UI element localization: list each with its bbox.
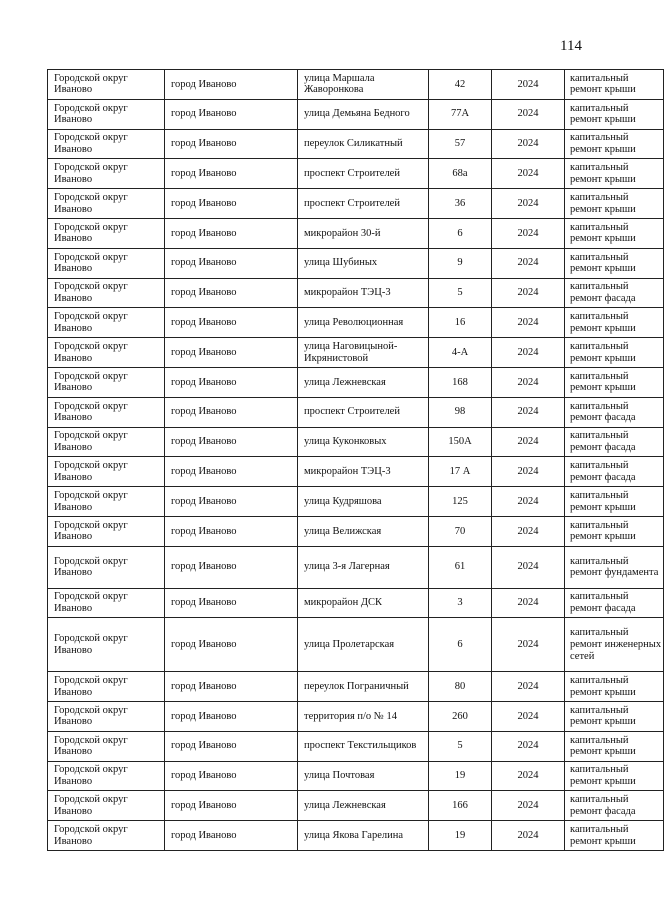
city-cell: город Иваново	[165, 588, 298, 618]
year-cell: 2024	[492, 701, 565, 731]
work-type-cell: капитальный ремонт фасада	[565, 791, 664, 821]
work-type-cell: капитальный ремонт фасада	[565, 397, 664, 427]
year-cell: 2024	[492, 516, 565, 546]
work-type-cell: капитальный ремонт крыши	[565, 248, 664, 278]
street-cell: переулок Силикатный	[298, 129, 429, 159]
street-cell: микрорайон ДСК	[298, 588, 429, 618]
city-cell: город Иваново	[165, 618, 298, 672]
house-cell: 17 А	[429, 457, 492, 487]
street-cell: улица Маршала Жаворонкова	[298, 70, 429, 100]
street-cell: улица Наговицыной-Икрянистовой	[298, 338, 429, 368]
work-type-cell: капитальный ремонт крыши	[565, 672, 664, 702]
table-row	[48, 546, 664, 588]
okrug-cell: Городской округ Иваново	[48, 278, 165, 308]
work-type-cell: капитальный ремонт крыши	[565, 189, 664, 219]
year-cell: 2024	[492, 129, 565, 159]
okrug-cell: Городской округ Иваново	[48, 129, 165, 159]
year-cell: 2024	[492, 338, 565, 368]
okrug-cell: Городской округ Иваново	[48, 427, 165, 457]
year-cell: 2024	[492, 761, 565, 791]
okrug-cell: Городской округ Иваново	[48, 701, 165, 731]
city-cell: город Иваново	[165, 791, 298, 821]
city-cell: город Иваново	[165, 546, 298, 588]
year-cell: 2024	[492, 618, 565, 672]
table-row	[48, 672, 664, 702]
work-type-cell: капитальный ремонт крыши	[565, 821, 664, 851]
work-type-cell: капитальный ремонт крыши	[565, 338, 664, 368]
house-cell: 6	[429, 218, 492, 248]
okrug-cell: Городской округ Иваново	[48, 397, 165, 427]
street-cell: проспект Строителей	[298, 397, 429, 427]
okrug-cell: Городской округ Иваново	[48, 457, 165, 487]
city-cell: город Иваново	[165, 159, 298, 189]
okrug-cell: Городской округ Иваново	[48, 189, 165, 219]
house-cell: 19	[429, 761, 492, 791]
okrug-cell: Городской округ Иваново	[48, 159, 165, 189]
year-cell: 2024	[492, 70, 565, 100]
table-row	[48, 457, 664, 487]
city-cell: город Иваново	[165, 278, 298, 308]
city-cell: город Иваново	[165, 189, 298, 219]
work-type-cell: капитальный ремонт крыши	[565, 99, 664, 129]
table-row	[48, 308, 664, 338]
house-cell: 150А	[429, 427, 492, 457]
house-cell: 260	[429, 701, 492, 731]
okrug-cell: Городской округ Иваново	[48, 821, 165, 851]
year-cell: 2024	[492, 248, 565, 278]
year-cell: 2024	[492, 588, 565, 618]
table-row	[48, 367, 664, 397]
house-cell: 5	[429, 278, 492, 308]
year-cell: 2024	[492, 189, 565, 219]
house-cell: 42	[429, 70, 492, 100]
table-row	[48, 791, 664, 821]
okrug-cell: Городской округ Иваново	[48, 546, 165, 588]
okrug-cell: Городской округ Иваново	[48, 338, 165, 368]
house-cell: 61	[429, 546, 492, 588]
year-cell: 2024	[492, 546, 565, 588]
house-cell: 36	[429, 189, 492, 219]
house-cell: 168	[429, 367, 492, 397]
street-cell: микрорайон 30-й	[298, 218, 429, 248]
house-cell: 77А	[429, 99, 492, 129]
street-cell: микрорайон ТЭЦ-3	[298, 457, 429, 487]
year-cell: 2024	[492, 791, 565, 821]
city-cell: город Иваново	[165, 701, 298, 731]
city-cell: город Иваново	[165, 516, 298, 546]
house-cell: 6	[429, 618, 492, 672]
okrug-cell: Городской округ Иваново	[48, 367, 165, 397]
okrug-cell: Городской округ Иваново	[48, 672, 165, 702]
okrug-cell: Городской округ Иваново	[48, 516, 165, 546]
okrug-cell: Городской округ Иваново	[48, 218, 165, 248]
city-cell: город Иваново	[165, 248, 298, 278]
city-cell: город Иваново	[165, 308, 298, 338]
street-cell: территория п/о № 14	[298, 701, 429, 731]
table-row	[48, 487, 664, 517]
repair-registry-table	[47, 69, 664, 851]
work-type-cell: капитальный ремонт фасада	[565, 427, 664, 457]
work-type-cell: капитальный ремонт крыши	[565, 70, 664, 100]
street-cell: улица Шубиных	[298, 248, 429, 278]
street-cell: улица Революционная	[298, 308, 429, 338]
street-cell: микрорайон ТЭЦ-3	[298, 278, 429, 308]
table-row	[48, 821, 664, 851]
street-cell: проспект Строителей	[298, 159, 429, 189]
table-row	[48, 516, 664, 546]
work-type-cell: капитальный ремонт крыши	[565, 761, 664, 791]
house-cell: 125	[429, 487, 492, 517]
house-cell: 5	[429, 731, 492, 761]
house-cell: 80	[429, 672, 492, 702]
city-cell: город Иваново	[165, 129, 298, 159]
work-type-cell: капитальный ремонт крыши	[565, 487, 664, 517]
table-row	[48, 189, 664, 219]
work-type-cell: капитальный ремонт фасада	[565, 588, 664, 618]
work-type-cell: капитальный ремонт фундамента	[565, 546, 664, 588]
house-cell: 68а	[429, 159, 492, 189]
okrug-cell: Городской округ Иваново	[48, 487, 165, 517]
street-cell: улица Пролетарская	[298, 618, 429, 672]
house-cell: 19	[429, 821, 492, 851]
street-cell: переулок Пограничный	[298, 672, 429, 702]
year-cell: 2024	[492, 821, 565, 851]
page-number: 114	[560, 38, 582, 54]
work-type-cell: капитальный ремонт инженерных сетей	[565, 618, 664, 672]
city-cell: город Иваново	[165, 367, 298, 397]
year-cell: 2024	[492, 278, 565, 308]
year-cell: 2024	[492, 308, 565, 338]
work-type-cell: капитальный ремонт крыши	[565, 308, 664, 338]
work-type-cell: капитальный ремонт крыши	[565, 367, 664, 397]
house-cell: 57	[429, 129, 492, 159]
street-cell: улица 3-я Лагерная	[298, 546, 429, 588]
table-row	[48, 618, 664, 672]
city-cell: город Иваново	[165, 99, 298, 129]
street-cell: улица Почтовая	[298, 761, 429, 791]
work-type-cell: капитальный ремонт крыши	[565, 129, 664, 159]
house-cell: 166	[429, 791, 492, 821]
table-row	[48, 427, 664, 457]
street-cell: улица Демьяна Бедного	[298, 99, 429, 129]
year-cell: 2024	[492, 218, 565, 248]
year-cell: 2024	[492, 457, 565, 487]
table-row	[48, 218, 664, 248]
table-row	[48, 99, 664, 129]
table-row	[48, 338, 664, 368]
okrug-cell: Городской округ Иваново	[48, 618, 165, 672]
year-cell: 2024	[492, 731, 565, 761]
okrug-cell: Городской округ Иваново	[48, 588, 165, 618]
street-cell: улица Лежневская	[298, 791, 429, 821]
year-cell: 2024	[492, 99, 565, 129]
table-row	[48, 248, 664, 278]
table-row	[48, 731, 664, 761]
city-cell: город Иваново	[165, 761, 298, 791]
city-cell: город Иваново	[165, 672, 298, 702]
work-type-cell: капитальный ремонт крыши	[565, 218, 664, 248]
work-type-cell: капитальный ремонт крыши	[565, 516, 664, 546]
year-cell: 2024	[492, 367, 565, 397]
work-type-cell: капитальный ремонт фасада	[565, 278, 664, 308]
street-cell: улица Куконковых	[298, 427, 429, 457]
house-cell: 70	[429, 516, 492, 546]
year-cell: 2024	[492, 487, 565, 517]
okrug-cell: Городской округ Иваново	[48, 70, 165, 100]
house-cell: 16	[429, 308, 492, 338]
city-cell: город Иваново	[165, 338, 298, 368]
okrug-cell: Городской округ Иваново	[48, 731, 165, 761]
table-row	[48, 159, 664, 189]
table-row	[48, 761, 664, 791]
house-cell: 4-А	[429, 338, 492, 368]
city-cell: город Иваново	[165, 397, 298, 427]
okrug-cell: Городской округ Иваново	[48, 761, 165, 791]
year-cell: 2024	[492, 427, 565, 457]
work-type-cell: капитальный ремонт крыши	[565, 159, 664, 189]
work-type-cell: капитальный ремонт фасада	[565, 457, 664, 487]
city-cell: город Иваново	[165, 218, 298, 248]
table-row	[48, 278, 664, 308]
okrug-cell: Городской округ Иваново	[48, 791, 165, 821]
house-cell: 3	[429, 588, 492, 618]
street-cell: проспект Строителей	[298, 189, 429, 219]
house-cell: 9	[429, 248, 492, 278]
table-row	[48, 397, 664, 427]
table-body	[48, 70, 664, 851]
okrug-cell: Городской округ Иваново	[48, 248, 165, 278]
city-cell: город Иваново	[165, 821, 298, 851]
street-cell: улица Якова Гарелина	[298, 821, 429, 851]
house-cell: 98	[429, 397, 492, 427]
year-cell: 2024	[492, 397, 565, 427]
table-row	[48, 588, 664, 618]
year-cell: 2024	[492, 672, 565, 702]
table-row	[48, 701, 664, 731]
city-cell: город Иваново	[165, 427, 298, 457]
work-type-cell: капитальный ремонт крыши	[565, 731, 664, 761]
street-cell: улица Лежневская	[298, 367, 429, 397]
street-cell: улица Велижская	[298, 516, 429, 546]
work-type-cell: капитальный ремонт крыши	[565, 701, 664, 731]
city-cell: город Иваново	[165, 731, 298, 761]
okrug-cell: Городской округ Иваново	[48, 308, 165, 338]
okrug-cell: Городской округ Иваново	[48, 99, 165, 129]
city-cell: город Иваново	[165, 70, 298, 100]
street-cell: улица Кудряшова	[298, 487, 429, 517]
city-cell: город Иваново	[165, 487, 298, 517]
table-row	[48, 129, 664, 159]
table-row	[48, 70, 664, 100]
year-cell: 2024	[492, 159, 565, 189]
street-cell: проспект Текстильщиков	[298, 731, 429, 761]
city-cell: город Иваново	[165, 457, 298, 487]
